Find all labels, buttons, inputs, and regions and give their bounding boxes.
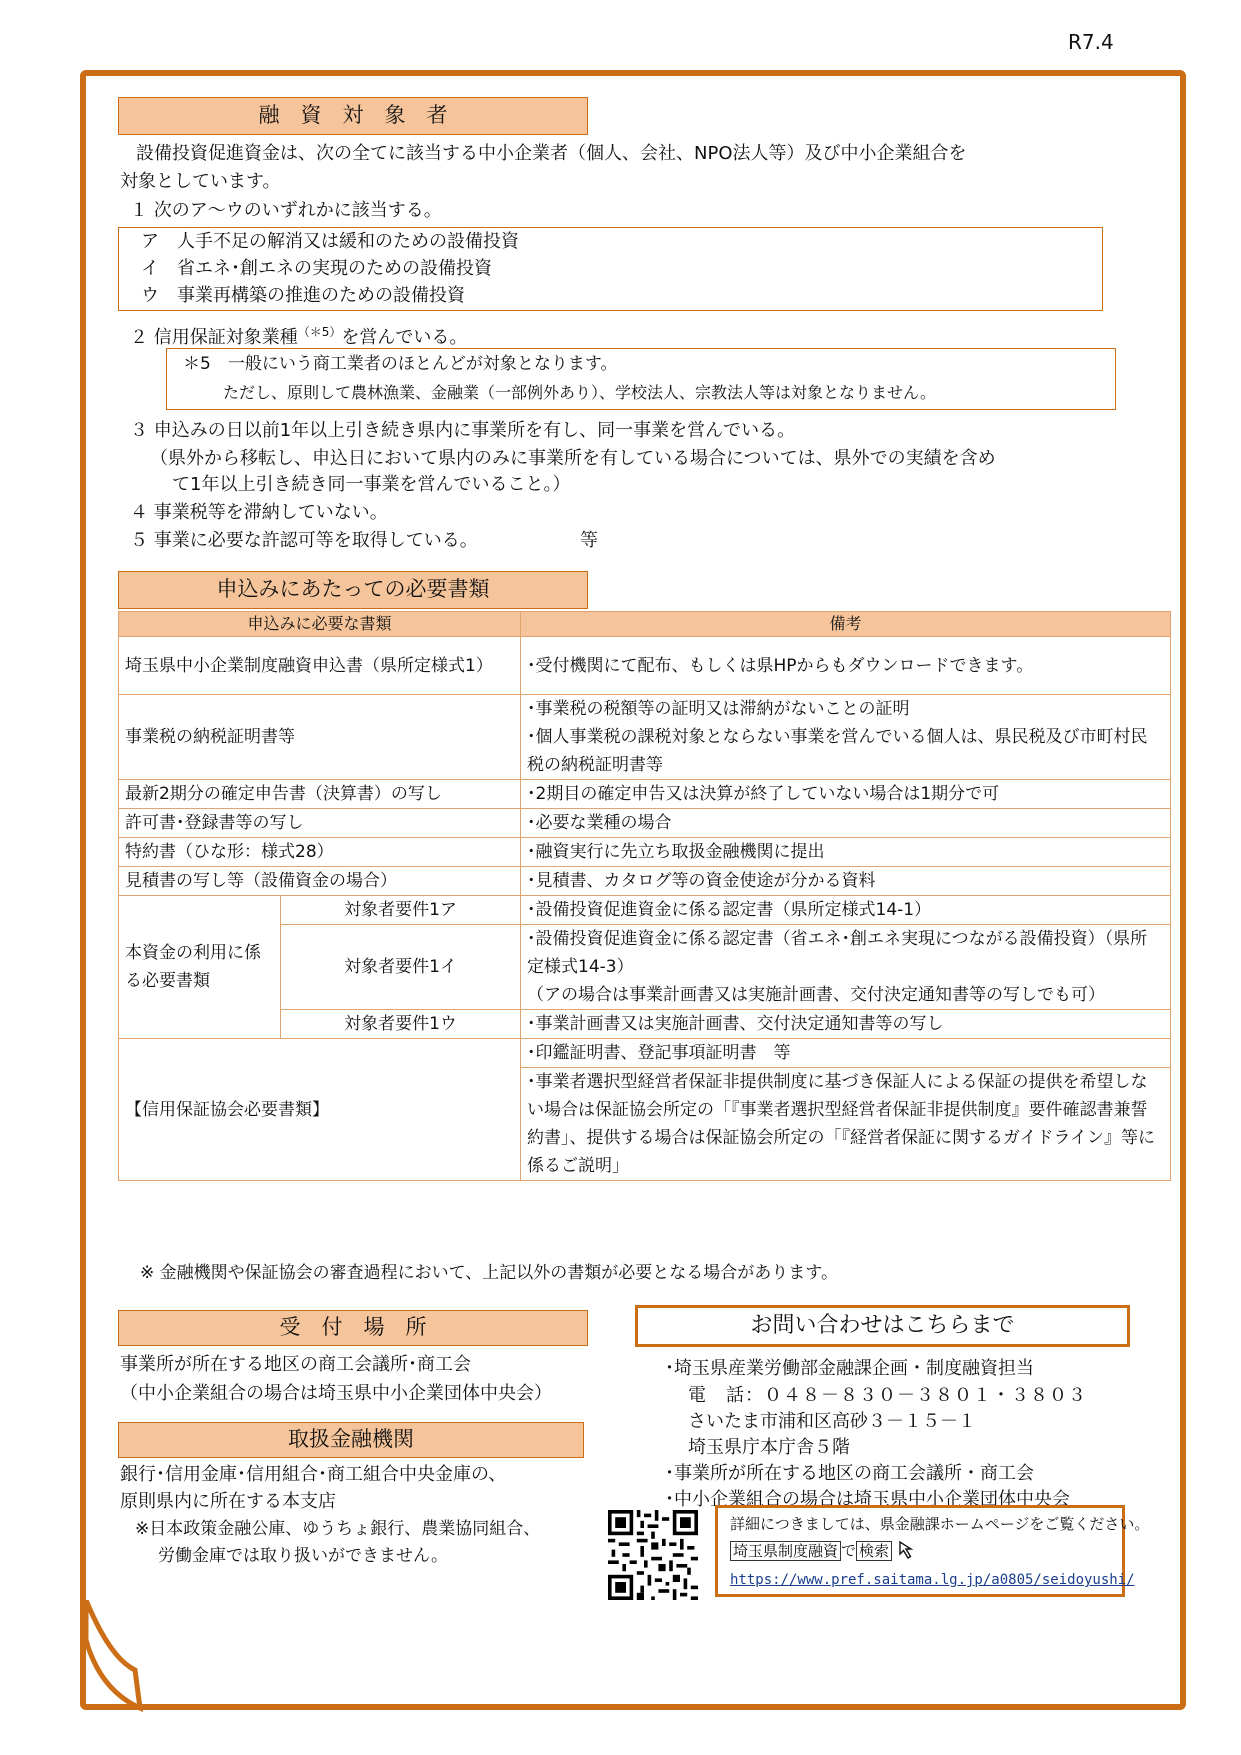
eligibility-item-1: １ 次のア～ウのいずれかに該当する。 [130, 200, 442, 221]
note-cell: ･融資実行に先立ち取扱金融機関に提出 [521, 838, 1171, 867]
institutions-line-2: 原則県内に所在する本支店 [120, 1491, 336, 1512]
eligibility-item-2 [130, 318, 467, 352]
note-cell [521, 925, 1171, 1010]
footnote-box [166, 348, 1116, 410]
table-row [119, 867, 1171, 896]
note-line: （アの場合は事業計画書又は実施計画書、交付決定通知書等の写しでも可） [527, 985, 1106, 1005]
eligibility-intro-1: 設備投資促進資金は、次の全てに該当する中小企業者（個人、会社、NPO法人等）及び中小企業組合を [136, 143, 967, 164]
version-label: R7.4 [1068, 30, 1114, 54]
contact-building: 埼玉県庁本庁舎５階 [688, 1437, 850, 1458]
note-line: ･事業税の税額等の証明又は滞納がないことの証明 [527, 699, 910, 719]
contact-phone: 電 話：０４８－８３０－３８０１・３８０３ [688, 1385, 1087, 1406]
eligibility-heading: 融 資 対 象 者 [118, 97, 588, 135]
website-info-box [715, 1505, 1150, 1597]
note-cell: ･設備投資促進資金に係る認定書（県所定様式14-1） [521, 896, 1171, 925]
search-button[interactable]: 検索 [856, 1541, 892, 1561]
table-row [119, 896, 1171, 925]
table-row [119, 1039, 1171, 1068]
website-url-link[interactable]: https://www.pref.saitama.lg.jp/a0805/seidoyushi/ [730, 1572, 1135, 1588]
documents-table [118, 611, 1171, 1181]
doc-cell: 事業税の納税証明書等 [119, 695, 521, 780]
contact-address: さいたま市浦和区高砂３－１５－１ [688, 1411, 976, 1432]
search-connector: で [841, 1541, 857, 1560]
institutions-note-1: ※日本政策金融公庫、ゆうちょ銀行、農業協同組合、 [135, 1519, 541, 1539]
reception-line-1: 事業所が所在する地区の商工会議所･商工会 [120, 1354, 471, 1375]
note-line: ･設備投資促進資金に係る認定書（省エネ･創エネ実現につながる設備投資）（県所定様式14-3） [527, 929, 1148, 977]
item2-sup: （＊5） [297, 325, 342, 339]
reception-line-2: （中小企業組合の場合は埼玉県中小企業団体中央会） [120, 1383, 552, 1404]
col-header-doc: 申込みに必要な書類 [119, 612, 521, 637]
subitem-u: ウ 事業再構築の推進のための設備投資 [141, 285, 465, 306]
search-line [730, 1540, 921, 1562]
search-keyword: 埼玉県制度融資 [730, 1541, 841, 1561]
doc-cell: 特約書（ひな形：様式28） [119, 838, 521, 867]
doc-cell: 見積書の写し等（設備資金の場合） [119, 867, 521, 896]
institutions-note-2: 労働金庫では取り扱いができません。 [158, 1546, 449, 1566]
eligibility-item-3: ３ 申込みの日以前1年以上引き続き県内に事業所を有し、同一事業を営んでいる。 [130, 420, 796, 441]
reception-heading: 受 付 場 所 [118, 1310, 588, 1346]
doc-cell: 埼玉県中小企業制度融資申込書（県所定様式1） [119, 637, 521, 695]
subitems-box [118, 227, 1103, 311]
req-cell: 対象者要件1ウ [281, 1010, 521, 1039]
subitem-a: ア 人手不足の解消又は緩和のための設備投資 [141, 231, 519, 252]
subitem-i: イ 省エネ･創エネの実現のための設備投資 [141, 258, 492, 279]
note-cell: ･事業計画書又は実施計画書、交付決定通知書等の写し [521, 1010, 1171, 1039]
contact-heading: お問い合わせはこちらまで [635, 1305, 1130, 1347]
eligibility-item-4: ４ 事業税等を滞納していない。 [130, 502, 388, 523]
table-row [119, 695, 1171, 780]
table-row [119, 780, 1171, 809]
info-line: 詳細につきましては、県金融課ホームページをご覧ください。 [730, 1515, 1150, 1533]
req-cell: 対象者要件1イ [281, 925, 521, 1010]
table-row [119, 838, 1171, 867]
documents-footnote: ※ 金融機関や保証協会の審査過程において、上記以外の書類が必要となる場合があります。 [140, 1263, 838, 1283]
table-row [119, 637, 1171, 695]
institutions-heading: 取扱金融機関 [118, 1422, 584, 1458]
item2-prefix: ２ 信用保証対象業種 [130, 327, 298, 348]
contact-item-3: ･中小企業組合の場合は埼玉県中小企業団体中央会 [665, 1489, 1070, 1510]
contact-item-2: ･事業所が所在する地区の商工会議所・商工会 [665, 1463, 1034, 1484]
col-header-note: 備考 [521, 612, 1171, 637]
eligibility-item-5-etc: 等 [580, 530, 598, 551]
note-cell: ･受付機関にて配布、もしくは県HPからもダウンロードできます。 [521, 637, 1171, 695]
note-cell: ･見積書、カタログ等の資金使途が分かる資料 [521, 867, 1171, 896]
table-row [119, 809, 1171, 838]
eligibility-item-3-note-1: （県外から移転し、申込日において県内のみに事業所を有している場合については、県外での実績を含め [150, 448, 996, 469]
qr-code-icon[interactable] [608, 1510, 698, 1600]
note-cell: ･印鑑証明書、登記事項証明書 等 [521, 1039, 1171, 1068]
note-cell [521, 695, 1171, 780]
note-cell: ･事業者選択型経営者保証非提供制度に基づき保証人による保証の提供を希望しない場合は保証協会所定の「『事業者選択型経営者保証非提供制度』要件確認書兼誓約書」、提供する場合は保証協会所定の「『経営者保証に関するガイドライン』等に係るご説明」 [521, 1068, 1171, 1181]
footnote-5-line1: ＊5 一般にいう商工業者のほとんどが対象となります。 [183, 354, 618, 374]
table-header [119, 612, 1171, 637]
group-label-cell: 本資金の利用に係る必要書類 [119, 896, 281, 1039]
req-cell: 対象者要件1ア [281, 896, 521, 925]
note-cell: ･2期目の確定申告又は決算が終了していない場合は1期分で可 [521, 780, 1171, 809]
footnote-5-line2: ただし、原則して農林漁業、金融業（一部例外あり）、学校法人、宗教法人等は対象となりません。 [223, 383, 936, 402]
institutions-line-1: 銀行･信用金庫･信用組合･商工組合中央金庫の、 [120, 1464, 507, 1485]
item2-suffix: を営んでいる。 [341, 327, 468, 348]
cursor-arrow-icon [897, 1540, 921, 1562]
guarantee-label-cell: 【信用保証協会必要書類】 [119, 1039, 521, 1181]
eligibility-item-5: ５ 事業に必要な許認可等を取得している。 [130, 530, 478, 551]
doc-cell: 許可書･登録書等の写し [119, 809, 521, 838]
contact-item-1: ･埼玉県産業労働部金融課企画・制度融資担当 [665, 1358, 1034, 1379]
note-line: ･個人事業税の課税対象とならない事業を営んでいる個人は、県民税及び市町村民税の納税証明書等 [527, 727, 1148, 775]
eligibility-item-3-note-2: て1年以上引き続き同一事業を営んでいること。） [172, 474, 571, 495]
note-cell: ･必要な業種の場合 [521, 809, 1171, 838]
doc-cell: 最新2期分の確定申告書（決算書）の写し [119, 780, 521, 809]
page-fold-corner [80, 1600, 160, 1715]
eligibility-intro-2: 対象としています。 [120, 171, 281, 192]
documents-heading: 申込みにあたっての必要書類 [118, 571, 588, 609]
